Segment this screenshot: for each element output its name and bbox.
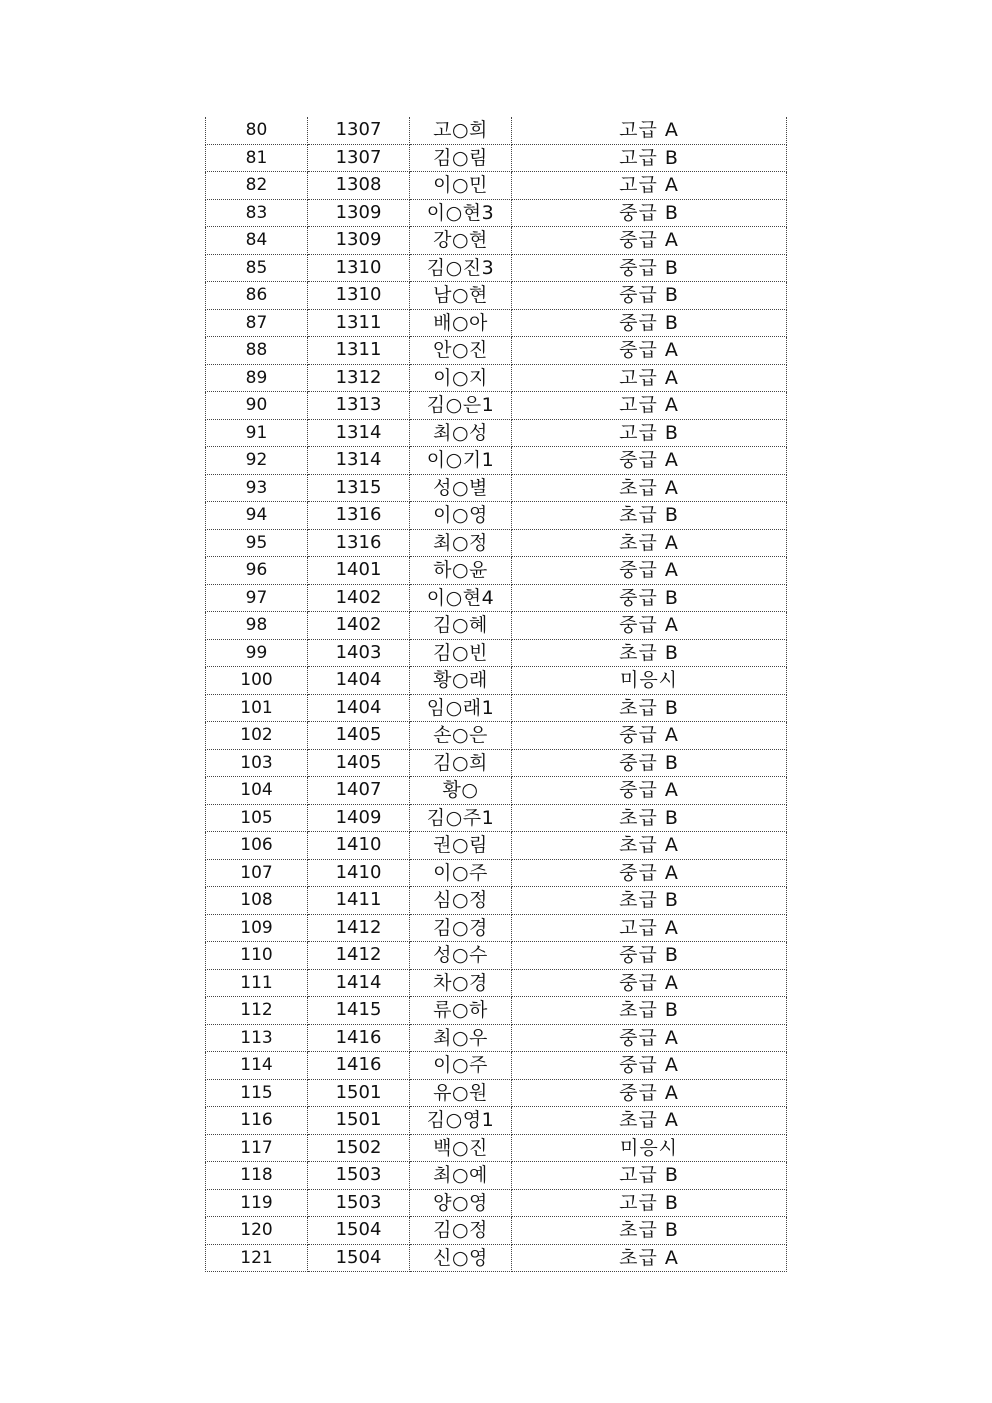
row-number-cell: 83: [206, 199, 308, 227]
table-row: [206, 254, 787, 282]
student-name-cell: 강○현: [410, 227, 512, 255]
class-number-cell: 1401: [308, 557, 410, 585]
student-name-cell: 김○영1: [410, 1107, 512, 1135]
level-result-cell: 미응시: [512, 667, 787, 695]
class-number-cell: 1313: [308, 392, 410, 420]
table-row: [206, 447, 787, 475]
row-number-cell: 101: [206, 694, 308, 722]
student-name-cell: 고○희: [410, 117, 512, 144]
class-number-cell: 1307: [308, 117, 410, 144]
table-row: [206, 557, 787, 585]
row-number-cell: 89: [206, 364, 308, 392]
table-row: [206, 199, 787, 227]
class-number-cell: 1501: [308, 1079, 410, 1107]
student-name-cell: 황○: [410, 777, 512, 805]
table-row: [206, 1052, 787, 1080]
level-result-cell: 중급 A: [512, 612, 787, 640]
table-row: [206, 667, 787, 695]
row-number-cell: 112: [206, 997, 308, 1025]
class-number-cell: 1314: [308, 447, 410, 475]
student-name-cell: 김○빈: [410, 639, 512, 667]
class-number-cell: 1504: [308, 1244, 410, 1272]
class-number-cell: 1310: [308, 282, 410, 310]
table-row: [206, 584, 787, 612]
level-result-cell: 미응시: [512, 1134, 787, 1162]
row-number-cell: 93: [206, 474, 308, 502]
row-number-cell: 95: [206, 529, 308, 557]
table-row: [206, 529, 787, 557]
level-result-cell: 고급 A: [512, 172, 787, 200]
student-name-cell: 이○주: [410, 1052, 512, 1080]
level-result-cell: 중급 A: [512, 447, 787, 475]
table-row: [206, 777, 787, 805]
row-number-cell: 102: [206, 722, 308, 750]
class-number-cell: 1410: [308, 859, 410, 887]
table-row: [206, 1217, 787, 1245]
table-row: [206, 117, 787, 144]
student-name-cell: 안○진: [410, 337, 512, 365]
level-result-cell: 중급 B: [512, 749, 787, 777]
level-result-cell: 초급 B: [512, 1217, 787, 1245]
class-number-cell: 1316: [308, 502, 410, 530]
table-row: [206, 1134, 787, 1162]
student-name-cell: 이○현4: [410, 584, 512, 612]
student-name-cell: 김○은1: [410, 392, 512, 420]
table-row: [206, 1189, 787, 1217]
level-result-cell: 중급 A: [512, 1024, 787, 1052]
class-number-cell: 1403: [308, 639, 410, 667]
row-number-cell: 111: [206, 969, 308, 997]
class-number-cell: 1404: [308, 667, 410, 695]
level-result-cell: 고급 A: [512, 117, 787, 144]
student-name-cell: 김○희: [410, 749, 512, 777]
class-number-cell: 1309: [308, 199, 410, 227]
row-number-cell: 114: [206, 1052, 308, 1080]
row-number-cell: 92: [206, 447, 308, 475]
student-name-cell: 성○수: [410, 942, 512, 970]
table-row: [206, 1079, 787, 1107]
student-name-cell: 최○우: [410, 1024, 512, 1052]
row-number-cell: 99: [206, 639, 308, 667]
level-result-cell: 초급 A: [512, 474, 787, 502]
class-number-cell: 1309: [308, 227, 410, 255]
table-row: [206, 694, 787, 722]
level-result-cell: 중급 A: [512, 557, 787, 585]
class-number-cell: 1412: [308, 914, 410, 942]
student-name-cell: 이○지: [410, 364, 512, 392]
class-number-cell: 1314: [308, 419, 410, 447]
row-number-cell: 118: [206, 1162, 308, 1190]
class-number-cell: 1414: [308, 969, 410, 997]
class-number-cell: 1311: [308, 309, 410, 337]
roster-table-body: [206, 117, 787, 1272]
student-name-cell: 하○윤: [410, 557, 512, 585]
student-name-cell: 배○아: [410, 309, 512, 337]
class-number-cell: 1310: [308, 254, 410, 282]
row-number-cell: 81: [206, 144, 308, 172]
level-result-cell: 초급 B: [512, 887, 787, 915]
class-number-cell: 1312: [308, 364, 410, 392]
class-number-cell: 1503: [308, 1162, 410, 1190]
row-number-cell: 106: [206, 832, 308, 860]
student-name-cell: 성○별: [410, 474, 512, 502]
row-number-cell: 104: [206, 777, 308, 805]
level-result-cell: 중급 A: [512, 337, 787, 365]
class-number-cell: 1501: [308, 1107, 410, 1135]
level-result-cell: 중급 A: [512, 969, 787, 997]
table-row: [206, 942, 787, 970]
row-number-cell: 119: [206, 1189, 308, 1217]
level-result-cell: 초급 B: [512, 639, 787, 667]
table-row: [206, 474, 787, 502]
class-number-cell: 1402: [308, 612, 410, 640]
level-result-cell: 중급 B: [512, 254, 787, 282]
table-row: [206, 639, 787, 667]
student-name-cell: 이○현3: [410, 199, 512, 227]
level-result-cell: 고급 B: [512, 1189, 787, 1217]
class-number-cell: 1416: [308, 1024, 410, 1052]
row-number-cell: 117: [206, 1134, 308, 1162]
level-result-cell: 중급 A: [512, 227, 787, 255]
row-number-cell: 86: [206, 282, 308, 310]
class-number-cell: 1410: [308, 832, 410, 860]
student-name-cell: 유○원: [410, 1079, 512, 1107]
level-result-cell: 고급 A: [512, 364, 787, 392]
row-number-cell: 91: [206, 419, 308, 447]
class-number-cell: 1402: [308, 584, 410, 612]
table-row: [206, 502, 787, 530]
class-number-cell: 1405: [308, 722, 410, 750]
row-number-cell: 116: [206, 1107, 308, 1135]
table-row: [206, 144, 787, 172]
table-row: [206, 419, 787, 447]
class-number-cell: 1315: [308, 474, 410, 502]
class-number-cell: 1503: [308, 1189, 410, 1217]
level-result-cell: 고급 A: [512, 392, 787, 420]
student-name-cell: 김○주1: [410, 804, 512, 832]
student-name-cell: 이○영: [410, 502, 512, 530]
table-row: [206, 832, 787, 860]
class-number-cell: 1409: [308, 804, 410, 832]
class-number-cell: 1416: [308, 1052, 410, 1080]
student-name-cell: 최○성: [410, 419, 512, 447]
row-number-cell: 109: [206, 914, 308, 942]
row-number-cell: 85: [206, 254, 308, 282]
class-number-cell: 1407: [308, 777, 410, 805]
row-number-cell: 121: [206, 1244, 308, 1272]
table-row: [206, 969, 787, 997]
student-name-cell: 심○정: [410, 887, 512, 915]
table-row: [206, 392, 787, 420]
row-number-cell: 100: [206, 667, 308, 695]
table-row: [206, 804, 787, 832]
student-name-cell: 권○림: [410, 832, 512, 860]
row-number-cell: 115: [206, 1079, 308, 1107]
level-result-cell: 초급 B: [512, 804, 787, 832]
student-name-cell: 김○경: [410, 914, 512, 942]
level-result-cell: 초급 A: [512, 529, 787, 557]
table-row: [206, 749, 787, 777]
row-number-cell: 120: [206, 1217, 308, 1245]
student-name-cell: 김○림: [410, 144, 512, 172]
level-result-cell: 고급 B: [512, 419, 787, 447]
student-name-cell: 차○경: [410, 969, 512, 997]
level-result-cell: 중급 B: [512, 282, 787, 310]
student-name-cell: 최○정: [410, 529, 512, 557]
level-result-cell: 초급 B: [512, 997, 787, 1025]
roster-table: [205, 117, 787, 1272]
level-result-cell: 초급 A: [512, 1107, 787, 1135]
level-result-cell: 중급 B: [512, 942, 787, 970]
level-result-cell: 중급 B: [512, 309, 787, 337]
level-result-cell: 중급 A: [512, 722, 787, 750]
class-number-cell: 1412: [308, 942, 410, 970]
level-result-cell: 초급 A: [512, 832, 787, 860]
student-name-cell: 백○진: [410, 1134, 512, 1162]
table-row: [206, 997, 787, 1025]
row-number-cell: 110: [206, 942, 308, 970]
level-result-cell: 중급 B: [512, 584, 787, 612]
level-result-cell: 초급 B: [512, 694, 787, 722]
row-number-cell: 97: [206, 584, 308, 612]
class-number-cell: 1504: [308, 1217, 410, 1245]
table-row: [206, 1024, 787, 1052]
class-number-cell: 1502: [308, 1134, 410, 1162]
class-number-cell: 1404: [308, 694, 410, 722]
class-number-cell: 1308: [308, 172, 410, 200]
level-result-cell: 초급 B: [512, 502, 787, 530]
table-row: [206, 227, 787, 255]
class-number-cell: 1311: [308, 337, 410, 365]
student-name-cell: 양○영: [410, 1189, 512, 1217]
student-name-cell: 신○영: [410, 1244, 512, 1272]
level-result-cell: 중급 A: [512, 859, 787, 887]
student-name-cell: 이○민: [410, 172, 512, 200]
student-name-cell: 임○래1: [410, 694, 512, 722]
class-number-cell: 1415: [308, 997, 410, 1025]
row-number-cell: 108: [206, 887, 308, 915]
row-number-cell: 105: [206, 804, 308, 832]
table-row: [206, 309, 787, 337]
row-number-cell: 107: [206, 859, 308, 887]
student-name-cell: 김○정: [410, 1217, 512, 1245]
class-number-cell: 1405: [308, 749, 410, 777]
row-number-cell: 94: [206, 502, 308, 530]
table-row: [206, 1244, 787, 1272]
row-number-cell: 90: [206, 392, 308, 420]
table-row: [206, 887, 787, 915]
level-result-cell: 중급 A: [512, 777, 787, 805]
table-row: [206, 364, 787, 392]
table-row: [206, 1162, 787, 1190]
student-name-cell: 이○기1: [410, 447, 512, 475]
row-number-cell: 88: [206, 337, 308, 365]
student-name-cell: 남○현: [410, 282, 512, 310]
class-number-cell: 1411: [308, 887, 410, 915]
table-row: [206, 914, 787, 942]
table-row: [206, 337, 787, 365]
table-row: [206, 1107, 787, 1135]
level-result-cell: 중급 A: [512, 1079, 787, 1107]
level-result-cell: 고급 B: [512, 1162, 787, 1190]
student-name-cell: 손○은: [410, 722, 512, 750]
student-name-cell: 황○래: [410, 667, 512, 695]
row-number-cell: 80: [206, 117, 308, 144]
student-name-cell: 김○혜: [410, 612, 512, 640]
level-result-cell: 고급 A: [512, 914, 787, 942]
class-number-cell: 1316: [308, 529, 410, 557]
row-number-cell: 98: [206, 612, 308, 640]
level-result-cell: 중급 B: [512, 199, 787, 227]
student-name-cell: 최○예: [410, 1162, 512, 1190]
table-row: [206, 722, 787, 750]
student-name-cell: 이○주: [410, 859, 512, 887]
row-number-cell: 84: [206, 227, 308, 255]
level-result-cell: 중급 A: [512, 1052, 787, 1080]
table-row: [206, 612, 787, 640]
level-result-cell: 초급 A: [512, 1244, 787, 1272]
table-row: [206, 282, 787, 310]
row-number-cell: 103: [206, 749, 308, 777]
row-number-cell: 87: [206, 309, 308, 337]
student-name-cell: 류○하: [410, 997, 512, 1025]
table-row: [206, 172, 787, 200]
row-number-cell: 113: [206, 1024, 308, 1052]
class-number-cell: 1307: [308, 144, 410, 172]
table-row: [206, 859, 787, 887]
level-result-cell: 고급 B: [512, 144, 787, 172]
row-number-cell: 82: [206, 172, 308, 200]
student-name-cell: 김○진3: [410, 254, 512, 282]
row-number-cell: 96: [206, 557, 308, 585]
